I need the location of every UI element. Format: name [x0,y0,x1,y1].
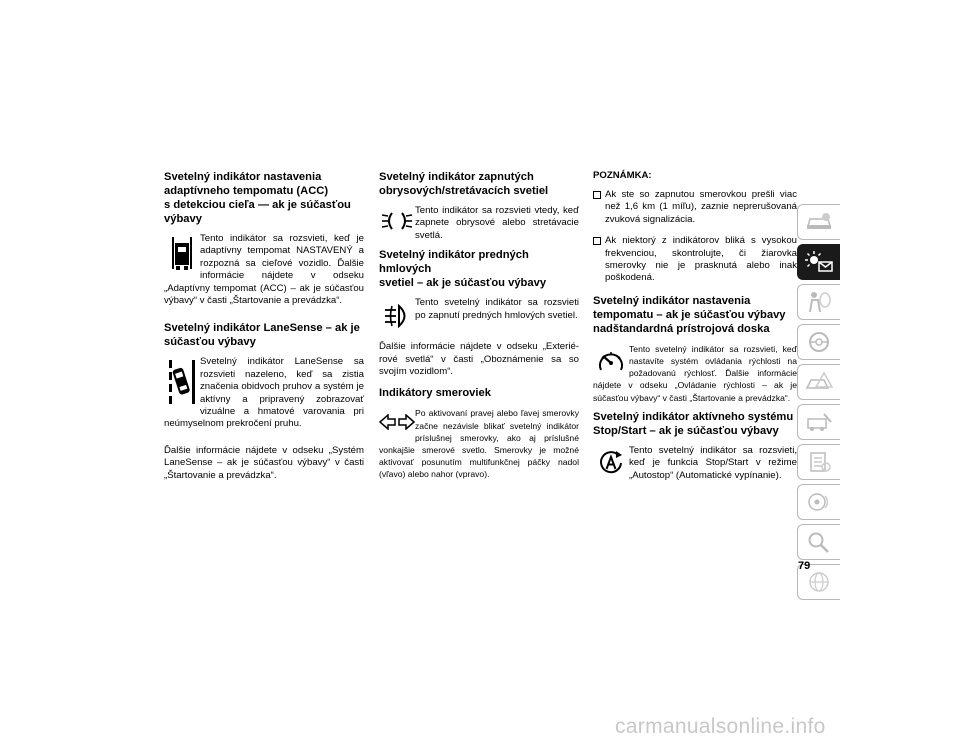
note-item [593,189,797,226]
stop-start-text: Tento svetelný indikátor sa rozsvieti, keď je funkcia Stop/Start v režime „Autostop“ (Automatické vypínanie). [629,444,797,481]
page-number: 79 [798,560,811,572]
speedometer-icon [593,343,629,379]
index-search-icon [804,530,834,554]
note-item-text: Ak ste so zapnutou smerovkou prešli viac než 1,6 km (1 míľu), zaznie neprerušovaná zvuková signalizácia. [605,189,797,225]
languages-icon [804,570,834,594]
tab-car-info[interactable] [797,204,840,240]
lanesense-block [164,356,364,438]
turn-signal-icon [379,407,415,437]
speed-control-text: Tento svetelný indikátor sa rozsvieti, keď nastavíte systém ovládania rýchlosti na požadovanú rýchlosť. Ďalšie informácie nájdete v odseku „Ovládanie rýchlosti – ak je súčasťou výbavy“ v časti „Štartovanie a prevádzka“. [593,343,797,403]
lanesense-text: Svetelný indikátor LaneSense sa rozsvieti nazeleno, keď sa zistia značenia obidvoch pruhov a systém je aktívny a pripravený zobrazovať vizuálne a hmatové varovania pri neúmyselnom prekročení pruhu. [164,356,364,430]
tab-specifications[interactable] [797,444,840,480]
speed-control-heading: Svetelný indikátor nastavenia tempomatu – ak je súčasťou výbavy nadštandardná prístrojová doska [593,294,786,335]
front-fog-icon [379,297,415,335]
bullet-box-icon [593,237,601,245]
front-fog-more-info: Ďalšie informácie nájdete v odseku „Exteriérové svetlá“ v časti „Oboznámenie sa so svojím vozidlom“. [379,341,579,378]
multimedia-icon [804,490,834,514]
front-fog-heading: Svetelný indikátor predných hmlových svetiel – ak je súčasťou výbavy [379,249,547,290]
turn-signal-text: Po aktivovaní pravej alebo ľavej smerovky začne nezávisle blikať svetelný indikátor príslušnej smerovky, ako aj príslušné vonkajšie smerové svetlo. Smerovky je možné aktivovať posunutím multifunkčnej páčky nadol (vľavo) alebo nahor (vpravo). [379,408,579,480]
front-fog-block [379,297,579,335]
service-car-icon [804,410,834,434]
lanesense-more-info: Ďalšie informácie nájdete v odseku „Systém LaneSense – ak je súčasťou výbavy“ v časti „Štartovanie a prevádzka“. [164,444,364,481]
acc-block [164,233,364,315]
emergency-icon [804,370,834,394]
position-lights-icon [379,205,415,237]
tab-starting[interactable] [797,324,840,360]
note-heading: POZNÁMKA: [593,170,652,181]
column-right [593,170,797,488]
bullet-box-icon [593,191,601,199]
position-lights-heading: Svetelný indikátor zapnutých obrysových/stretávacích svetiel [379,171,549,197]
note-item [593,235,797,285]
steering-wheel-icon [804,330,834,354]
tab-index[interactable] [797,524,840,560]
auto-stop-start-icon [593,445,629,481]
turn-signal-block [379,407,579,480]
note-item-text: Ak niektorý z indikátorov bliká s vysokou frekvenciou, skontrolujte, či žiarovka smerovky nie je prasknutá alebo inak poškodená. [605,235,797,284]
tab-warning-lights[interactable] [797,244,840,280]
position-lights-text: Tento indikátor sa rozsvieti vtedy, keď zapnete obrysové alebo stretávacie svetlá. [415,205,579,241]
safety-airbag-icon [804,290,834,314]
watermark: carmanualsonline.info [615,715,826,738]
tab-multimedia[interactable] [797,484,840,520]
tab-service[interactable] [797,404,840,440]
tab-emergency[interactable] [797,364,840,400]
lanesense-heading: Svetelný indikátor LaneSense – ak je súčasťou výbavy [164,322,360,349]
tab-safety[interactable] [797,284,840,320]
column-left [164,170,364,490]
turn-signal-heading: Indikátory smeroviek [379,387,491,400]
chapter-tabs [797,204,841,604]
column-middle [379,170,579,487]
stop-start-heading: Svetelný indikátor aktívneho systému Stop/Start – ak je súčasťou výbavy [593,410,794,437]
specifications-icon [804,450,834,474]
stop-start-block [593,445,797,482]
lanesense-icon [164,356,200,408]
position-lights-block [379,205,579,242]
speed-control-block [593,343,797,404]
acc-target-icon [164,233,200,273]
acc-heading: Svetelný indikátor nastavenia adaptívneho tempomatu (ACC) s detekciou cieľa — ak je súčasťou výbavy [164,171,351,225]
warning-lights-icon [804,250,834,274]
acc-text: Tento indikátor sa rozsvieti, keď je adaptívny tempomat NASTAVENÝ a rozpozná sa cieľové vozidlo. Ďalšie informácie nájdete v odseku „Adaptívny tempomat (ACC) – ak je súčasťou výbavy“ v časti „Štartovanie a prevádzka“. [164,233,364,307]
car-info-icon [804,211,834,233]
front-fog-text: Tento svetelný indikátor sa rozsvieti po zapnutí predných hmlových svetiel. [415,297,579,321]
